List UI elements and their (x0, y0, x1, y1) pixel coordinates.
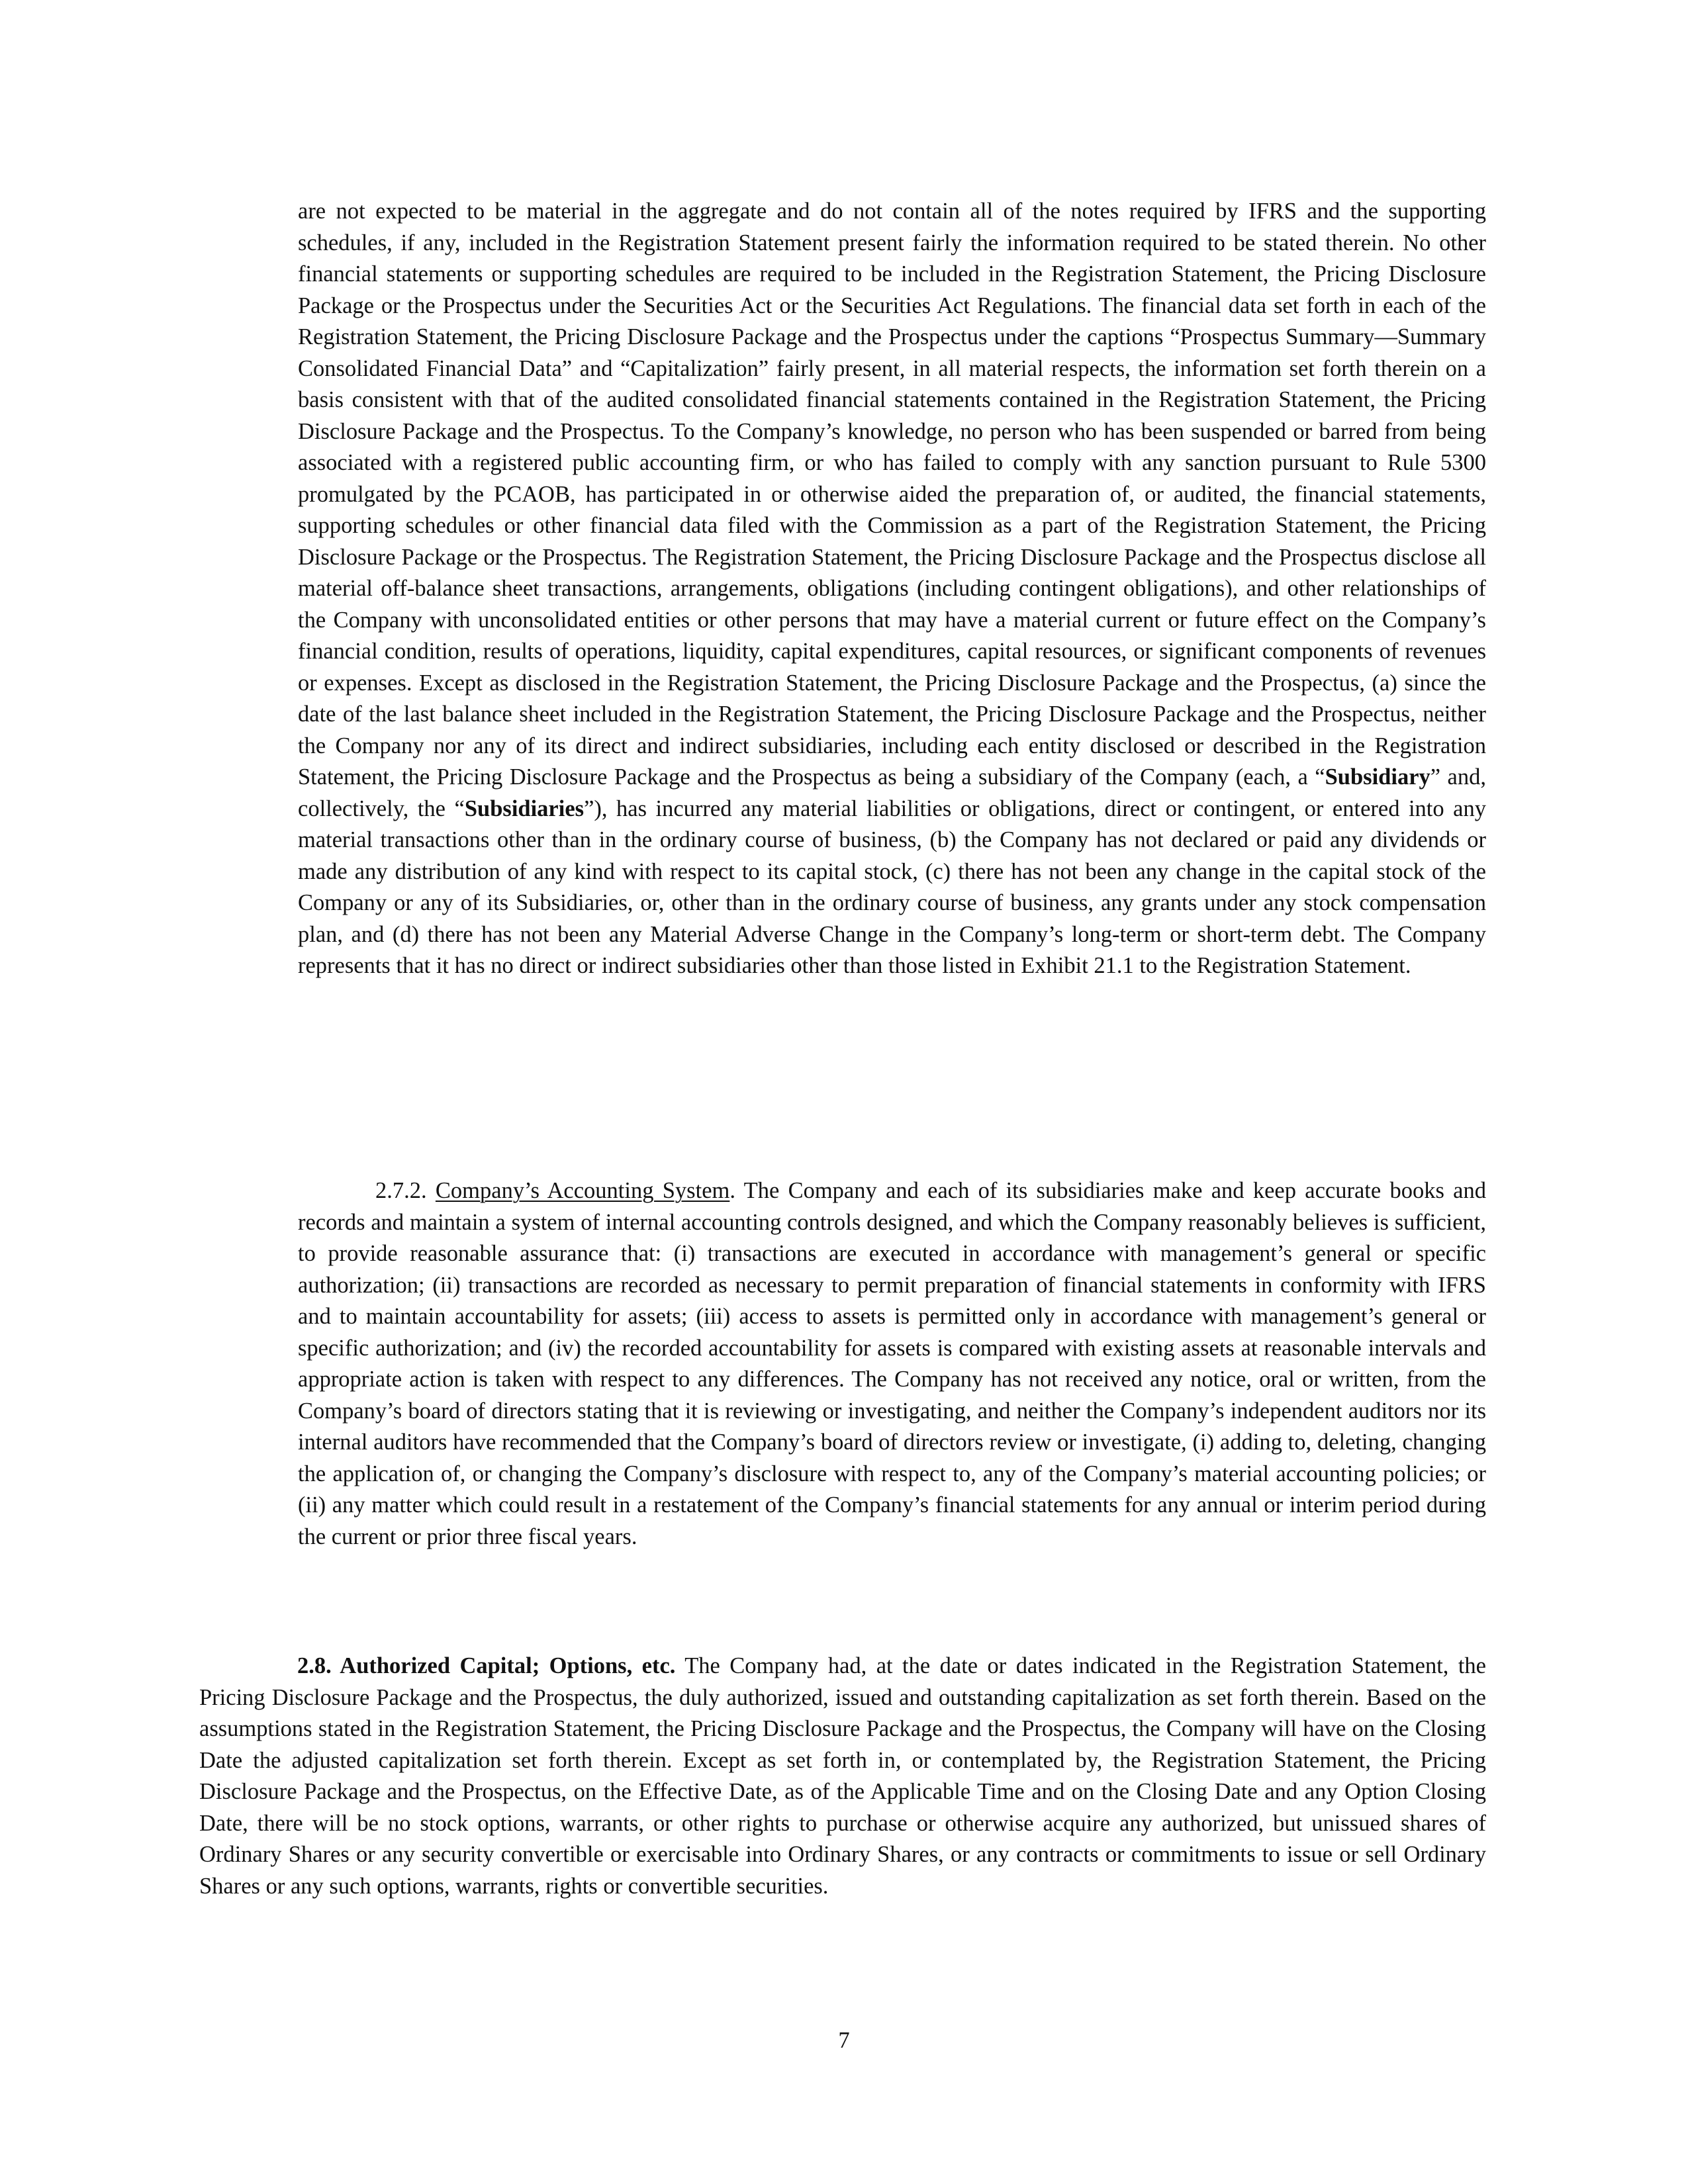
paragraph-financial-statements (298, 196, 1486, 982)
paragraph-text: ” and, collectively, the “ (298, 764, 1486, 821)
section-heading: Company’s Accounting System (435, 1178, 730, 1203)
section-body: . The Company and each of its subsidiaries make and keep accurate books and records and maintain a system of internal accounting controls designed, and which the Company reasonably believes is sufficient, to provide reasonable assurance that: (i) transactions are executed in accordance with management’s general or specific authorization; (ii) transactions are recorded as necessary to permit preparation of financial statements in conformity with IFRS and to maintain accountability for assets; (iii) access to assets is permitted only in accordance with management’s general or specific authorization; and (iv) the recorded accountability for assets is compared with existing assets at reasonable intervals and appropriate action is taken with respect to any differences. The Company has not received any notice, oral or written, from the Company’s board of directors stating that it is reviewing or investigating, and neither the Company’s independent auditors nor its internal auditors have recommended that the Company’s board of directors review or investigate, (i) adding to, deleting, changing the application of, or changing the Company’s disclosure with respect to, any of the Company’s material accounting policies; or (ii) any matter which could result in a restatement of the Company’s financial statements for any annual or interim period during the current or prior three fiscal years. (298, 1178, 1486, 1549)
paragraph-text: ”), has incurred any material liabilities or obligations, direct or contingent, or entered into any material transactions other than in the ordinary course of business, (b) the Company has not declared or paid any dividends or made any distribution of any kind with respect to its capital stock, (c) there has not been any change in the capital stock of the Company or any of its Subsidiaries, or, other than in the ordinary course of business, any grants under any stock compensation plan, and (d) there has not been any Material Adverse Change in the Company’s long-term or short-term debt. The Company represents that it has no direct or indirect subsidiaries other than those listed in Exhibit 21.1 to the Registration Statement. (298, 796, 1486, 978)
section-2-7-2 (298, 1175, 1486, 1553)
section-heading: 2.8. Authorized Capital; Options, etc. (297, 1653, 676, 1678)
section-2-8 (199, 1651, 1486, 1902)
section-number: 2.7.2. (375, 1178, 427, 1203)
defined-term-subsidiaries: Subsidiaries (464, 796, 585, 821)
section-body: The Company had, at the date or dates indicated in the Registration Statement, the Pricing Disclosure Package and the Prospectus, the duly authorized, issued and outstanding capitalization as set forth therein. Based on the assumptions stated in the Registration Statement, the Pricing Disclosure Package and the Prospectus, the Company will have on the Closing Date the adjusted capitalization set forth therein. Except as set forth in, or contemplated by, the Registration Statement, the Pricing Disclosure Package and the Prospectus, on the Effective Date, as of the Applicable Time and on the Closing Date and any Option Closing Date, there will be no stock options, warrants, or other rights to purchase or otherwise acquire any authorized, but unissued shares of Ordinary Shares or any security convertible or exercisable into Ordinary Shares, or any contracts or commitments to issue or sell Ordinary Shares or any such options, warrants, rights or convertible securities. (199, 1653, 1486, 1899)
page-number: 7 (838, 2028, 850, 2053)
defined-term-subsidiary: Subsidiary (1325, 764, 1430, 790)
paragraph-text: are not expected to be material in the aggregate and do not contain all of the notes required by IFRS and the supporting schedules, if any, included in the Registration Statement present fairly the information required to be stated therein. No other financial statements or supporting schedules are required to be included in the Registration Statement, the Pricing Disclosure Package or the Prospectus under the Securities Act or the Securities Act Regulations. The financial data set forth in each of the Registration Statement, the Pricing Disclosure Package and the Prospectus under the captions “Prospectus Summary—Summary Consolidated Financial Data” and “Capitalization” fairly present, in all material respects, the information set forth therein on a basis consistent with that of the audited consolidated financial statements contained in the Registration Statement, the Pricing Disclosure Package and the Prospectus. To the Company’s knowledge, no person who has been suspended or barred from being associated with a registered public accounting firm, or who has failed to comply with any sanction pursuant to Rule 5300 promulgated by the PCAOB, has participated in or otherwise aided the preparation of, or audited, the financial statements, supporting schedules or other financial data filed with the Commission as a part of the Registration Statement, the Pricing Disclosure Package or the Prospectus. The Registration Statement, the Pricing Disclosure Package and the Prospectus disclose all material off-balance sheet transactions, arrangements, obligations (including contingent obligations), and other relationships of the Company with unconsolidated entities or other persons that may have a material current or future effect on the Company’s financial condition, results of operations, liquidity, capital expenditures, capital resources, or significant components of revenues or expenses. Except as disclosed in the Registration Statement, the Pricing Disclosure Package and the Prospectus, (a) since the date of the last balance sheet included in the Registration Statement, the Pricing Disclosure Package and the Prospectus, neither the Company nor any of its direct and indirect subsidiaries, including each entity disclosed or described in the Registration Statement, the Pricing Disclosure Package and the Prospectus as being a subsidiary of the Company (each, a “ (298, 199, 1486, 790)
